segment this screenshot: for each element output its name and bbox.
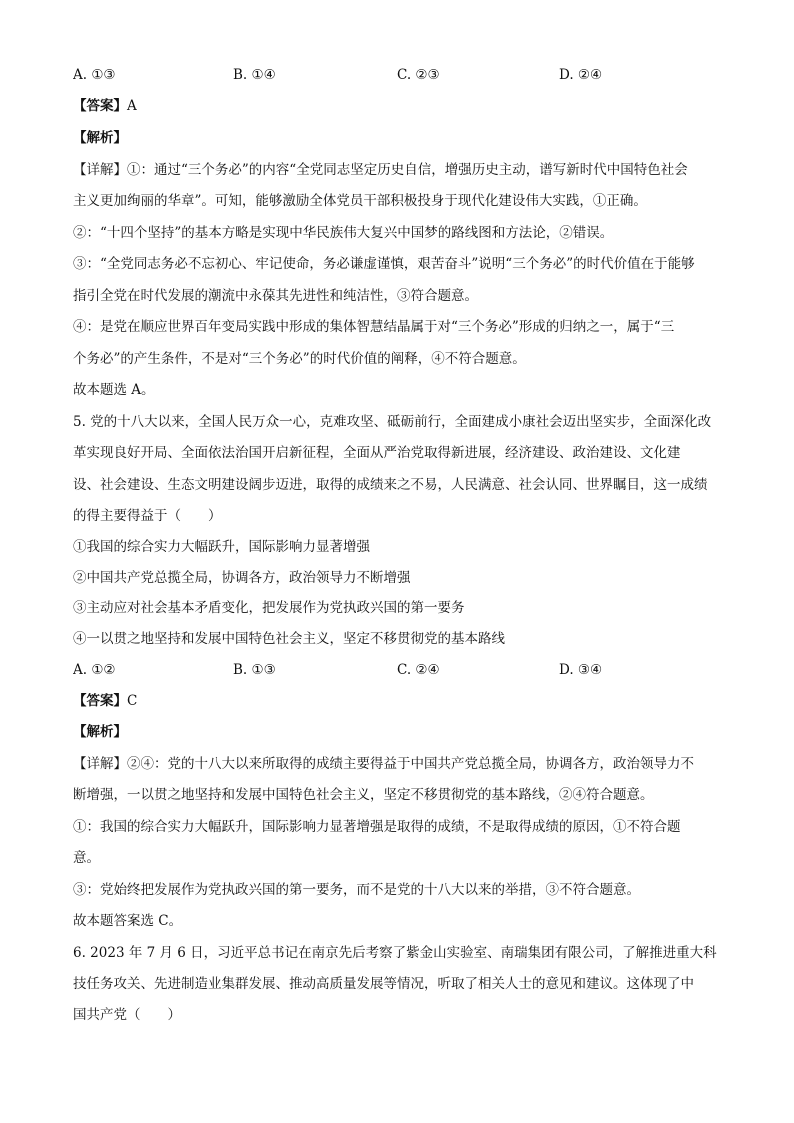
q5-options-row	[73, 660, 754, 680]
q5-answer	[73, 691, 754, 711]
q5-stem-line: 5. 党的十八大以来，全国人民万众一心，克难攻坚、砥砺前行，全面建成小康社会迈出坚实步，全面深化改	[73, 414, 712, 430]
q5-detail-line: 断增强，一以贯之地坚持和发展中国特色社会主义，坚定不移贯彻党的基本路线，②④符合题意。	[73, 787, 654, 803]
q5-detail-line: 意。	[73, 850, 100, 866]
q4-detail-line: 【详解】①：通过“三个务必”的内容“全党同志坚定历史自信，增强历史主动，谱写新时代中国特色社会	[73, 162, 688, 178]
q4-analysis-label: 【解析】	[73, 130, 127, 146]
q5-option-c: C. ②④	[397, 662, 440, 678]
q4-option-b: B. ①④	[233, 67, 276, 83]
q4-detail-line: 主义更加绚丽的华章”。可知，能够激励全体党员干部积极投身于现代化建设伟大实践，①正确。	[73, 193, 647, 209]
q4-option-a: A. ①③	[73, 67, 116, 83]
q4-conclusion: 故本题选 A。	[73, 382, 155, 398]
q5-analysis-label: 【解析】	[73, 724, 127, 740]
q5-option-b: B. ①③	[233, 662, 276, 678]
q4-detail-line: ③：“全党同志务必不忘初心、牢记使命，务必谦虚谨慎，艰苦奋斗”说明“三个务必”的时代价值在于能够	[73, 256, 695, 272]
q5-option-a: A. ①②	[73, 662, 116, 678]
q5-statement-4: ④一以贯之地坚持和发展中国特色社会主义，坚定不移贯彻党的基本路线	[73, 631, 505, 647]
q4-answer-label: 【答案】	[73, 98, 127, 114]
q4-detail-line: 指引全党在时代发展的潮流中永葆其先进性和纯洁性，③符合题意。	[73, 288, 478, 304]
q5-answer-label: 【答案】	[73, 693, 127, 709]
q5-stem-line: 设、社会建设、生态文明建设阔步迈进，取得的成绩来之不易，人民满意、社会认同、世界瞩目，这一成绩	[73, 477, 708, 493]
q4-detail-line: ④：是党在顺应世界百年变局实践中形成的集体智慧结晶属于对“三个务必”形成的归纳之一，属于“三	[73, 319, 675, 335]
q6-stem-line: 国共产党（ ）	[73, 1007, 181, 1023]
q5-statement-2: ②中国共产党总揽全局，协调各方，政治领导力不断增强	[73, 570, 411, 586]
q5-detail-line: ①：我国的综合实力大幅跃升，国际影响力显著增强是取得的成绩，不是取得成绩的原因，①不符合题	[73, 819, 681, 835]
q5-stem-line: 的得主要得益于（ ）	[73, 508, 222, 524]
q5-statement-1: ①我国的综合实力大幅跃升，国际影响力显著增强	[73, 539, 370, 555]
q4-detail-line: ②：“十四个坚持”的基本方略是实现中华民族伟大复兴中国梦的路线图和方法论，②错误。	[73, 225, 614, 241]
q6-stem-line: 6. 2023 年 7 月 6 日，习近平总书记在南京先后考察了紫金山实验室、南瑞集团有限公司，了解推进重大科	[73, 945, 717, 961]
q4-option-d: D. ②④	[559, 67, 603, 83]
q4-option-c: C. ②③	[397, 67, 440, 83]
q6-stem-line: 技任务攻关、先进制造业集群发展、推动高质量发展等情况，听取了相关人士的意见和建议。这体现了中	[73, 976, 694, 992]
q5-detail-line: ③：党始终把发展作为党执政兴国的第一要务，而不是党的十八大以来的举措，③不符合题意。	[73, 882, 640, 898]
q5-statement-3: ③主动应对社会基本矛盾变化，把发展作为党执政兴国的第一要务	[73, 600, 465, 616]
q5-conclusion: 故本题答案选 C。	[73, 913, 183, 929]
q4-answer-value: A	[127, 98, 137, 114]
q5-detail-line: 【详解】②④：党的十八大以来所取得的成绩主要得益于中国共产党总揽全局，协调各方，政治领导力不	[73, 756, 694, 772]
q5-option-d: D. ③④	[559, 662, 603, 678]
q5-answer-value: C	[127, 693, 138, 709]
q4-detail-line: 个务必”的产生条件，不是对“三个务必”的时代价值的阐释，④不符合题意。	[73, 351, 526, 367]
q4-answer	[73, 96, 754, 116]
q4-options-row	[73, 65, 754, 85]
q5-stem-line: 革实现良好开局、全面依法治国开启新征程，全面从严治党取得新进展，经济建设、政治建设、文化建	[73, 445, 681, 461]
